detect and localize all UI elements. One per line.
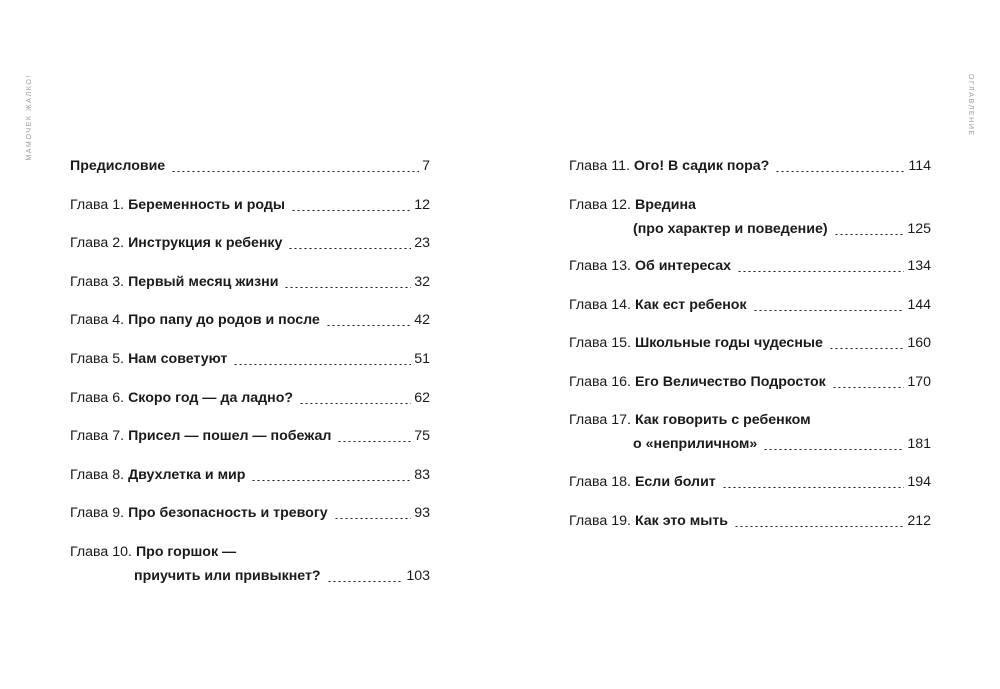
toc-title: Двухлетка и мир (128, 466, 246, 483)
toc-entry-chapter-3[interactable] (70, 270, 430, 294)
toc-page: 7 (422, 158, 430, 174)
leader-dots (763, 449, 904, 450)
toc-chapter-label: Глава 8. (70, 466, 125, 483)
toc-entry-chapter-4[interactable] (70, 308, 430, 332)
leader-dots (832, 387, 905, 388)
toc-chapter-label: Глава 15. (569, 335, 631, 352)
toc-chapter-label: Глава 11. (569, 158, 630, 174)
toc-page: 103 (406, 568, 430, 584)
leader-dots (722, 487, 905, 488)
toc-chapter-label: Глава 4. (70, 312, 125, 329)
toc-entry-chapter-12[interactable] (569, 193, 931, 241)
leader-dots (284, 287, 411, 288)
toc-entry-preface[interactable] (70, 154, 430, 178)
toc-entry-chapter-10[interactable] (70, 540, 430, 588)
toc-chapter-label: Глава 19. (569, 512, 631, 529)
toc-page: 181 (907, 436, 931, 453)
toc-chapter-label: Глава 5. (70, 351, 125, 367)
toc-page: 93 (414, 505, 430, 522)
leader-dots (829, 348, 904, 349)
leader-dots (734, 526, 904, 527)
toc-page: 134 (907, 258, 931, 274)
toc-entry-chapter-15[interactable] (569, 331, 931, 355)
toc-entry-chapter-11[interactable] (569, 154, 931, 178)
toc-chapter-label: Глава 9. (70, 505, 125, 522)
leader-dots (299, 403, 411, 404)
toc-chapter-label: Глава 17. (569, 412, 631, 429)
toc-entry-chapter-18[interactable] (569, 470, 931, 494)
toc-entry-chapter-5[interactable] (70, 347, 430, 371)
toc-title: Школьные годы чудесные (634, 335, 823, 352)
toc-page: 62 (414, 389, 430, 406)
toc-entry-chapter-8[interactable] (70, 463, 430, 487)
toc-chapter-label: Глава 14. (569, 296, 631, 313)
running-head-section: ОГЛАВЛЕНИЕ (967, 74, 974, 137)
leader-dots (753, 310, 905, 311)
toc-title: Об интересах (634, 258, 732, 274)
toc-page: 212 (907, 512, 931, 529)
toc-page: 194 (907, 474, 931, 490)
toc-entry-chapter-19[interactable] (569, 509, 931, 533)
toc-chapter-label: Глава 3. (70, 273, 125, 290)
toc-entry-chapter-9[interactable] (70, 501, 430, 525)
toc-chapter-label: Глава 10. (70, 544, 132, 560)
toc-page: 75 (414, 428, 430, 445)
toc-title: Беременность и роды (128, 196, 285, 213)
toc-chapter-label: Глава 18. (569, 474, 631, 490)
toc-page: 125 (907, 220, 931, 237)
toc-entry-chapter-7[interactable] (70, 424, 430, 448)
leader-dots (288, 248, 411, 249)
toc-entry-chapter-14[interactable] (569, 293, 931, 317)
toc-title: Скоро год — да ладно? (128, 389, 294, 406)
toc-entry-chapter-1[interactable] (70, 193, 430, 217)
toc-page: 51 (414, 351, 430, 367)
toc-title: Присел — пошел — побежал (128, 428, 332, 445)
toc-chapter-label: Глава 12. (569, 196, 631, 213)
leader-dots (251, 480, 411, 481)
leader-dots (327, 581, 404, 582)
leader-dots (171, 171, 419, 172)
toc-title: Инструкция к ребенку (128, 235, 283, 252)
toc-title: Первый месяц жизни (128, 273, 279, 290)
leader-dots (334, 518, 412, 519)
toc-entry-chapter-13[interactable] (569, 254, 931, 278)
toc-chapter-label: Глава 1. (70, 196, 125, 213)
toc-chapter-label: Глава 6. (70, 389, 125, 406)
toc-title: Как это мыть (634, 512, 729, 529)
leader-dots (834, 234, 905, 235)
toc-page: 23 (414, 235, 430, 252)
toc-title: Про горшок — (135, 544, 237, 560)
leader-dots (775, 171, 905, 172)
toc-title: Про папу до родов и после (128, 312, 320, 329)
toc-title: Нам советуют (128, 351, 228, 367)
leader-dots (337, 441, 411, 442)
toc-chapter-label: Глава 7. (70, 428, 125, 445)
toc-chapter-label: Глава 2. (70, 235, 125, 252)
toc-title: Вредина (634, 196, 696, 213)
toc-entry-chapter-2[interactable] (70, 231, 430, 255)
leader-dots (737, 271, 904, 272)
running-head-book-title: МАМОЧЕК ЖАЛКО! (26, 74, 33, 161)
toc-entry-chapter-17[interactable] (569, 408, 931, 456)
toc-entry-chapter-6[interactable] (70, 386, 430, 410)
toc-title-continued: о «неприличном» (633, 436, 758, 453)
toc-page: 42 (414, 312, 430, 329)
toc-chapter-label: Глава 16. (569, 373, 631, 390)
toc-title-continued: (про характер и поведение) (633, 220, 828, 237)
toc-page: 114 (908, 158, 931, 174)
leader-dots (291, 210, 411, 211)
toc-page: 83 (414, 466, 430, 483)
toc-title-continued: приучить или привыкнет? (134, 568, 321, 584)
toc-page: 32 (414, 273, 430, 290)
toc-page: 170 (907, 373, 931, 390)
toc-title: Его Величество Подросток (634, 373, 826, 390)
toc-title: Если болит (634, 474, 716, 490)
toc-title: Ого! В садик пора? (633, 158, 770, 174)
toc-title: Как ест ребенок (634, 296, 747, 313)
toc-title: Про безопасность и тревогу (128, 505, 328, 522)
toc-page: 160 (907, 335, 931, 352)
toc-page: 12 (414, 196, 430, 213)
toc-chapter-label: Глава 13. (569, 258, 631, 274)
leader-dots (326, 325, 411, 326)
leader-dots (233, 364, 411, 365)
toc-page: 144 (907, 296, 931, 313)
toc-title: Как говорить с ребенком (634, 412, 811, 429)
toc-title: Предисловие (70, 158, 166, 174)
toc-entry-chapter-16[interactable] (569, 370, 931, 394)
